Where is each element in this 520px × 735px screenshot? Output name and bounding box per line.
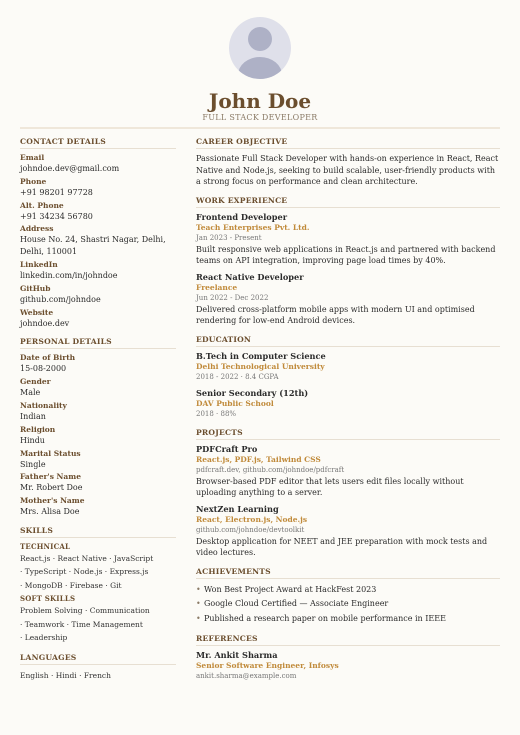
reference-position: Senior Software Engineer, Infosys (196, 661, 339, 670)
project-item (196, 504, 500, 559)
project-item (196, 444, 500, 499)
alt-phone-value: +91 34234 56780 (20, 211, 93, 221)
religion-value: Hindu (20, 435, 45, 445)
references-section (196, 634, 500, 682)
job-dates: Jan 2023 - Present (196, 233, 262, 242)
mother-name-label: Mother's Name (20, 496, 85, 506)
contact-section (20, 137, 176, 329)
achievement-item: • Won Best Project Award at HackFest 2023 (196, 583, 500, 598)
avatar-head (248, 27, 272, 51)
technical-skills-label: TECHNICAL (20, 541, 71, 551)
degree-title: B.Tech in Computer Science (196, 350, 326, 361)
candidate-name: John Doe (208, 89, 312, 113)
soft-skills-label: SOFT SKILLS (20, 594, 76, 604)
job-title: React Native Developer (196, 271, 304, 282)
technical-skills-line: React.js · React Native · JavaScript (20, 553, 154, 563)
header-divider (20, 127, 500, 129)
nationality-value: Indian (20, 411, 46, 421)
technical-skills-line: · TypeScript · Node.js · Express.js (20, 567, 149, 577)
objective-text: Passionate Full Stack Developer with hands-on experience in React, React Native and Node.js, seeking to build scalable, user-friendly products with a strong focus on performance and clean architecture. (196, 154, 499, 186)
reference-email: ankit.sharma@example.com (196, 672, 297, 680)
reference-name: Mr. Ankit Sharma (196, 650, 278, 660)
user-avatar-icon (229, 17, 291, 79)
project-tech: React.js, PDF.js, Tailwind CSS (196, 454, 321, 464)
skills-section (20, 526, 176, 645)
degree-title: Senior Secondary (12th) (196, 387, 309, 398)
objective-section (196, 137, 500, 188)
github-value: github.com/johndoe (20, 294, 101, 304)
experience-item (196, 212, 500, 267)
project-description: Desktop application for NEET and JEE preparation with mock tests and video lectures. (196, 536, 488, 557)
project-title: NextZen Learning (196, 503, 279, 514)
phone-value: +91 98201 97728 (20, 187, 93, 197)
dob-value: 15-08-2000 (20, 364, 67, 374)
mother-name-value: Mrs. Alisa Doe (20, 507, 80, 517)
github-label: GitHub (20, 283, 51, 293)
job-title: Frontend Developer (196, 211, 288, 222)
religion-label: Religion (20, 424, 56, 434)
email-value: johndoe.dev@gmail.com (20, 164, 120, 173)
education-section (196, 335, 500, 420)
avatar-body (238, 57, 282, 79)
left-column (20, 137, 176, 690)
right-column (196, 137, 500, 690)
contact-section-title: CONTACT DETAILS (20, 137, 176, 149)
skills-section-title: SKILLS (20, 526, 176, 538)
objective-section-title: CAREER OBJECTIVE (196, 137, 500, 149)
personal-section-title: PERSONAL DETAILS (20, 337, 176, 349)
achievements-section-title: ACHIEVEMENTS (196, 567, 500, 579)
project-links: pdfcraft.dev, github.com/johndoe/pdfcraft (196, 465, 345, 474)
father-name-value: Mr. Robert Doe (20, 483, 83, 493)
languages-value: English · Hindi · French (20, 670, 111, 680)
references-section-title: REFERENCES (196, 634, 500, 646)
projects-section (196, 428, 500, 559)
job-description: Built responsive web applications in React.js and partnered with backend teams on API integration, improving page load times by 40%. (196, 244, 496, 265)
website-label: Website (20, 307, 54, 317)
project-description: Browser-based PDF editor that lets users edit files locally without uploading anything to a server. (196, 476, 464, 497)
experience-item (196, 272, 500, 327)
project-links: github.com/johndoe/devtoolkit (196, 525, 305, 534)
phone-label: Phone (20, 176, 47, 186)
languages-section (20, 653, 176, 683)
gender-label: Gender (20, 377, 51, 387)
education-item (196, 388, 500, 420)
personal-section (20, 337, 176, 518)
job-dates: Jun 2022 - Dec 2022 (196, 293, 269, 302)
experience-section (196, 196, 500, 327)
technical-skills-line: · MongoDB · Firebase · Git (20, 580, 122, 590)
soft-skills-line: · Leadership (20, 633, 68, 643)
education-meta: 2018 - 2022 · 8.4 CGPA (196, 372, 279, 381)
linkedin-label: LinkedIn (20, 259, 58, 269)
experience-section-title: WORK EXPERIENCE (196, 196, 500, 208)
marital-status-label: Marital Status (20, 448, 81, 458)
education-section-title: EDUCATION (196, 335, 500, 347)
job-description: Delivered cross-platform mobile apps with modern UI and optimised rendering for low-end Android devices. (196, 304, 475, 325)
address-value: House No. 24, Shastri Nagar, Delhi, Delhi, 110001 (20, 235, 166, 257)
institution-name: Delhi Technological University (196, 361, 325, 371)
education-item (196, 351, 500, 383)
candidate-role: FULL STACK DEVELOPER (202, 113, 318, 122)
address-label: Address (20, 224, 54, 234)
email-label: Email (20, 153, 45, 162)
education-meta: 2018 · 88% (196, 409, 237, 418)
achievements-section (196, 567, 500, 627)
job-company: Teach Enterprises Pvt. Ltd. (196, 222, 310, 232)
website-value: johndoe.dev (20, 318, 70, 328)
alt-phone-label: Alt. Phone (20, 200, 64, 210)
job-company: Freelance (196, 282, 238, 292)
dob-label: Date of Birth (20, 353, 76, 363)
languages-section-title: LANGUAGES (20, 653, 176, 665)
gender-value: Male (20, 388, 41, 398)
linkedin-value: linkedin.com/in/johndoe (20, 270, 118, 280)
father-name-label: Father's Name (20, 472, 81, 482)
project-title: PDFCraft Pro (196, 443, 258, 454)
achievement-item: • Google Cloud Certified — Associate Engineer (196, 597, 500, 612)
nationality-label: Nationality (20, 400, 67, 410)
soft-skills-line: Problem Solving · Communication (20, 606, 150, 616)
project-tech: React, Electron.js, Node.js (196, 514, 308, 524)
soft-skills-line: · Teamwork · Time Management (20, 619, 143, 629)
marital-status-value: Single (20, 459, 46, 469)
projects-section-title: PROJECTS (196, 428, 500, 440)
achievement-item: • Published a research paper on mobile performance in IEEE (196, 612, 500, 627)
institution-name: DAV Public School (196, 398, 274, 408)
